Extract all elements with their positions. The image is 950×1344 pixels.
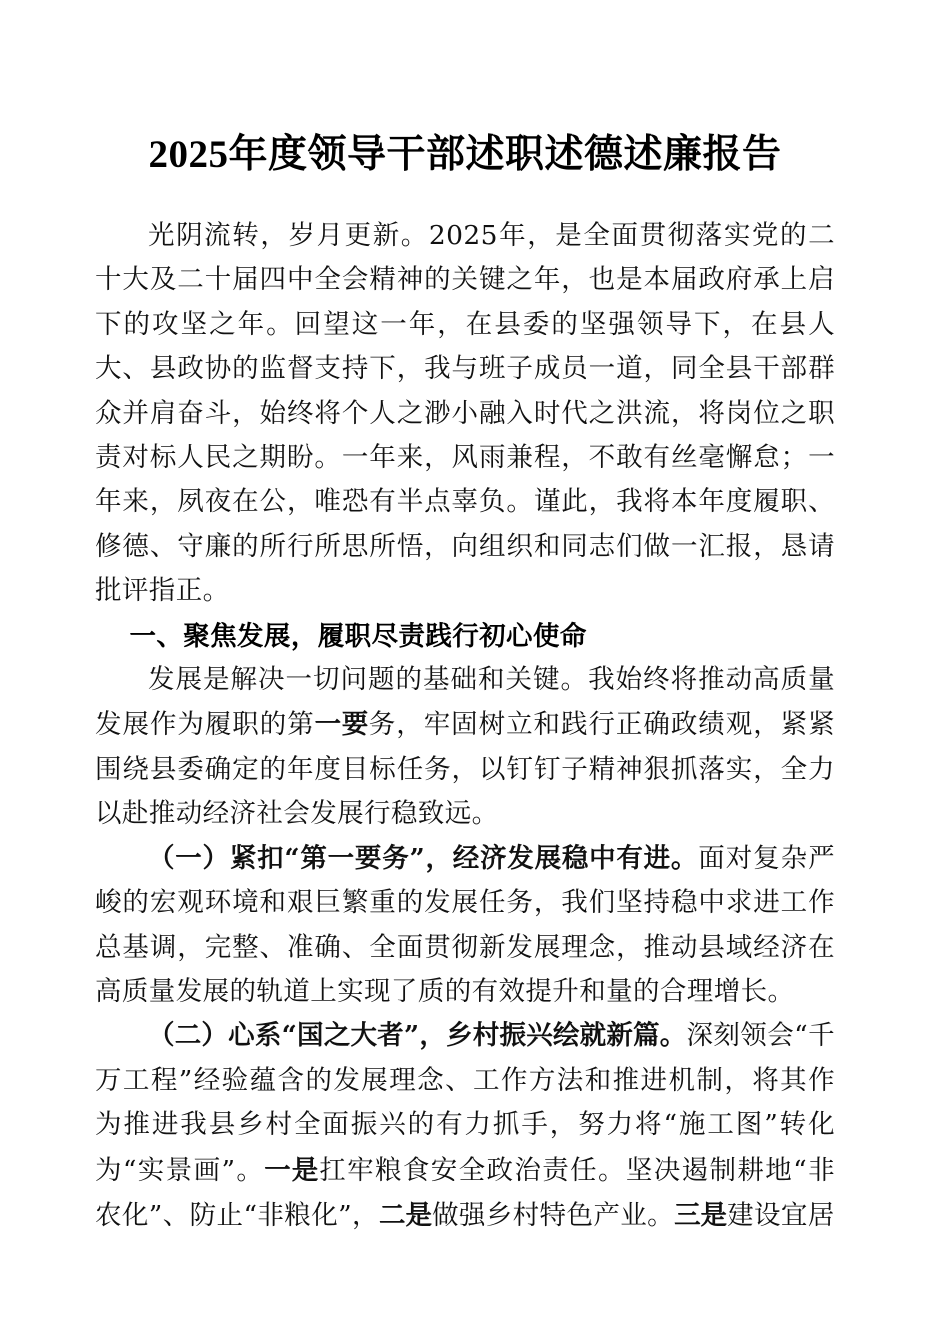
intro-text-part-1: 发展是解决一切问题的基础和关键。我始终将推动高质量发展作为履职的第 [95,664,835,741]
intro-bold-yiyao: 一要 [314,709,369,740]
item-two-bold-ershi: 二是 [378,1199,432,1230]
opening-paragraph: 光阴流转，岁月更新。2025年，是全面贯彻落实党的二十大及二十届四中全会精神的关键之年，也是本届政府承上启下的攻坚之年。回望这一年，在县委的坚强领导下，在县人大、县政协的监督支持下，我与班子成员一道，同全县干部群众并肩奋斗，始终将个人之渺小融入时代之洪流，将岗位之职责对标人民之期盼。一年来，风雨兼程，不敢有丝毫懈怠；一年来，夙夜在公，唯恐有半点辜负。谨此，我将本年度履职、修德、守廉的所行所思所悟，向组织和同志们做一汇报，恳请批评指正。 [95,220,835,607]
document-title: 2025年度领导干部述职述德述廉报告 [148,133,782,176]
document-body [95,0,835,1238]
item-two-bold-lead: （二）心系“国之大者”，乡村振兴绘就新篇。 [148,1020,687,1052]
item-one-bold-lead: （一）紧扣“第一要务”，经济发展稳中有进。 [148,842,699,874]
item-one-paragraph [95,837,835,1015]
section-heading-one: 一、聚焦发展，履职尽责践行初心使命 [129,620,587,651]
item-two-body-1: 深刻领会“千万工程”经验蕴含的发展理念、工作方法和推进机制，将其作为推进我县乡村全面振兴的有力抓手，努力将“施工图”转化为“实景画”。 [95,1020,836,1186]
intro-text-part-2: 务，牢固树立和践行正确政绩观，紧紧围绕县委确定的年度目标任务，以钉钉子精神狠抓落实，全力以赴推动经济社会发展行稳致远。 [95,709,836,830]
item-two-paragraph [95,1014,835,1238]
section-one-intro-paragraph [95,658,835,837]
item-two-body-2: 扛牢粮食安全政治责任。坚决遏制耕地“非农化”、防止“非粮化”， [95,1154,835,1231]
item-two-body-3: 做强乡村特色产业。 [431,1199,675,1231]
item-two-bold-sanshi: 三是 [674,1199,728,1230]
item-one-body: 面对复杂严峻的宏观环境和艰巨繁重的发展任务，我们坚持稳中求进工作总基调，完整、准确、全面贯彻新发展理念，推动县域经济在高质量发展的轨道上实现了质的有效提升和量的合理增长。 [95,842,836,1007]
item-two-body-4: 建设宜居 [727,1199,835,1231]
item-two-bold-yishi: 一是 [264,1154,320,1185]
